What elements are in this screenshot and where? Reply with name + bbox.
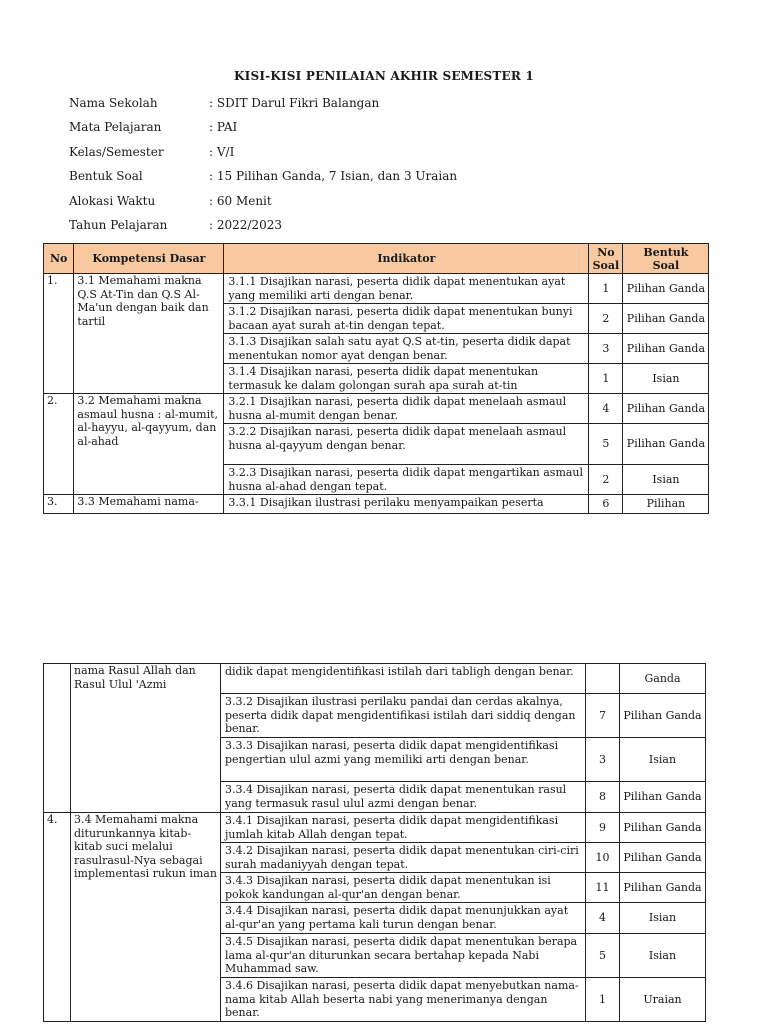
bentuk-cell: Isian	[620, 738, 706, 782]
bentuk-cell: Pilihan Ganda	[623, 304, 709, 334]
header-no: No	[44, 244, 74, 274]
kd-number	[44, 664, 71, 813]
header-kompetensi-dasar: Kompetensi Dasar	[74, 244, 224, 274]
info-label: Alokasi Waktu	[69, 193, 156, 208]
table-row	[44, 274, 709, 304]
info-value: : 15 Pilihan Ganda, 7 Isian, dan 3 Uraian	[209, 169, 458, 184]
bentuk-cell: Pilihan Ganda	[620, 782, 706, 813]
no-soal-cell: 5	[586, 934, 620, 978]
table-row	[44, 495, 709, 514]
kd-number: 3.	[44, 495, 74, 514]
table-header-row	[44, 244, 709, 274]
no-soal-cell	[586, 664, 620, 694]
info-value: : PAI	[209, 120, 238, 135]
indikator-cell: 3.3.3 Disajikan narasi, peserta didik dapat mengidentifikasi pengertian ulul azmi yang memiliki arti dengan benar.	[221, 738, 586, 782]
header-indikator: Indikator	[224, 244, 589, 274]
no-soal-cell: 4	[589, 394, 623, 424]
indikator-cell: didik dapat mengidentifikasi istilah dari tabligh dengan benar.	[221, 664, 586, 694]
bentuk-cell: Uraian	[620, 978, 706, 1022]
kd-text: 3.3 Memahami nama-	[74, 495, 224, 514]
bentuk-cell: Isian	[620, 903, 706, 934]
indikator-cell: 3.4.5 Disajikan narasi, peserta didik dapat menentukan berapa lama al-qur'an diturunkan secara bertahap kepada Nabi Muhammad saw.	[221, 934, 586, 978]
bentuk-cell: Pilihan Ganda	[620, 843, 706, 873]
bentuk-cell: Pilihan Ganda	[623, 334, 709, 364]
kd-number: 1.	[44, 274, 74, 394]
kd-text: 3.4 Memahami makna diturunkannya kitab-kitab suci melalui rasulrasul-Nya sebagai implementasi rukun iman	[71, 813, 221, 1022]
table-row	[44, 813, 706, 843]
no-soal-cell: 3	[586, 738, 620, 782]
indikator-cell: 3.4.6 Disajikan narasi, peserta didik dapat menyebutkan nama-nama kitab Allah beserta nabi yang menerimanya dengan benar.	[221, 978, 586, 1022]
indikator-cell: 3.1.1 Disajikan narasi, peserta didik dapat menentukan ayat yang memiliki arti dengan benar.	[224, 274, 589, 304]
bentuk-cell: Isian	[623, 364, 709, 394]
indikator-cell: 3.3.4 Disajikan narasi, peserta didik dapat menentukan rasul yang termasuk rasul ulul azmi dengan benar.	[221, 782, 586, 813]
no-soal-cell: 9	[586, 813, 620, 843]
bentuk-cell: Pilihan Ganda	[623, 274, 709, 304]
bentuk-cell: Pilihan Ganda	[620, 813, 706, 843]
indikator-cell: 3.4.2 Disajikan narasi, peserta didik dapat menentukan ciri-ciri surah madaniyyah dengan tepat.	[221, 843, 586, 873]
indikator-cell: 3.4.3 Disajikan narasi, peserta didik dapat menentukan isi pokok kandungan al-qur'an dengan benar.	[221, 873, 586, 903]
indikator-cell: 3.1.3 Disajikan salah satu ayat Q.S at-tin, peserta didik dapat menentukan nomor ayat dengan benar.	[224, 334, 589, 364]
bentuk-cell: Ganda	[620, 664, 706, 694]
bentuk-cell: Pilihan Ganda	[623, 424, 709, 465]
kd-number: 2.	[44, 394, 74, 495]
info-value: : SDIT Darul Fikri Balangan	[209, 96, 380, 110]
no-soal-cell: 4	[586, 903, 620, 934]
indikator-cell: 3.3.1 Disajikan ilustrasi perilaku menyampaikan peserta	[224, 495, 589, 514]
indikator-cell: 3.2.2 Disajikan narasi, peserta didik dapat menelaah asmaul husna al-qayyum dengan benar.	[224, 424, 589, 465]
no-soal-cell: 8	[586, 782, 620, 813]
kd-text: nama Rasul Allah dan Rasul Ulul 'Azmi	[71, 664, 221, 813]
no-soal-cell: 7	[586, 694, 620, 738]
no-soal-cell: 5	[589, 424, 623, 465]
kd-number: 4.	[44, 813, 71, 1022]
grid-table-part-2	[43, 663, 706, 1022]
no-soal-cell: 11	[586, 873, 620, 903]
indikator-cell: 3.2.1 Disajikan narasi, peserta didik dapat menelaah asmaul husna al-mumit dengan benar.	[224, 394, 589, 424]
bentuk-cell: Pilihan Ganda	[620, 694, 706, 738]
info-label: Kelas/Semester	[69, 144, 164, 159]
indikator-cell: 3.4.1 Disajikan narasi, peserta didik dapat mengidentifikasi jumlah kitab Allah dengan tepat.	[221, 813, 586, 843]
table-row	[44, 664, 706, 694]
no-soal-cell: 6	[589, 495, 623, 514]
document-title: KISI-KISI PENILAIAN AKHIR SEMESTER 1	[234, 69, 534, 83]
indikator-cell: 3.1.2 Disajikan narasi, peserta didik dapat menentukan bunyi bacaan ayat surah at-tin dengan tepat.	[224, 304, 589, 334]
grid-table-part-1	[43, 243, 709, 514]
bentuk-cell: Isian	[620, 934, 706, 978]
no-soal-cell: 2	[589, 304, 623, 334]
indikator-cell: 3.4.4 Disajikan narasi, peserta didik dapat menunjukkan ayat al-qur'an yang pertama kali turun dengan benar.	[221, 903, 586, 934]
no-soal-cell: 3	[589, 334, 623, 364]
indikator-cell: 3.1.4 Disajikan narasi, peserta didik dapat menentukan termasuk ke dalam golongan surah apa surah at-tin	[224, 364, 589, 394]
no-soal-cell: 1	[589, 364, 623, 394]
table-row	[44, 394, 709, 424]
header-bentuk-soal: Bentuk Soal	[623, 244, 709, 274]
info-label: Tahun Pelajaran	[69, 217, 168, 232]
bentuk-cell: Isian	[623, 465, 709, 495]
info-label: Bentuk Soal	[69, 169, 143, 184]
info-value: : 2022/2023	[209, 217, 282, 232]
no-soal-cell: 1	[589, 274, 623, 304]
bentuk-cell: Pilihan	[623, 495, 709, 514]
kd-text: 3.1 Memahami makna Q.S At-Tin dan Q.S Al-Ma'un dengan baik dan tartil	[74, 274, 224, 394]
info-label: Mata Pelajaran	[69, 120, 162, 135]
indikator-cell: 3.3.2 Disajikan ilustrasi perilaku pandai dan cerdas akalnya, peserta didik dapat mengidentifikasi istilah dari siddiq dengan benar.	[221, 694, 586, 738]
info-label: Nama Sekolah	[69, 96, 158, 110]
indikator-cell: 3.2.3 Disajikan narasi, peserta didik dapat mengartikan asmaul husna al-ahad dengan tepat.	[224, 465, 589, 495]
info-value: : 60 Menit	[209, 193, 272, 208]
no-soal-cell: 1	[586, 978, 620, 1022]
info-value: : V/I	[209, 144, 235, 159]
bentuk-cell: Pilihan Ganda	[623, 394, 709, 424]
no-soal-cell: 2	[589, 465, 623, 495]
kd-text: 3.2 Memahami makna asmaul husna : al-mumit, al-hayyu, al-qayyum, dan al-ahad	[74, 394, 224, 495]
bentuk-cell: Pilihan Ganda	[620, 873, 706, 903]
header-no-soal: No Soal	[589, 244, 623, 274]
no-soal-cell: 10	[586, 843, 620, 873]
